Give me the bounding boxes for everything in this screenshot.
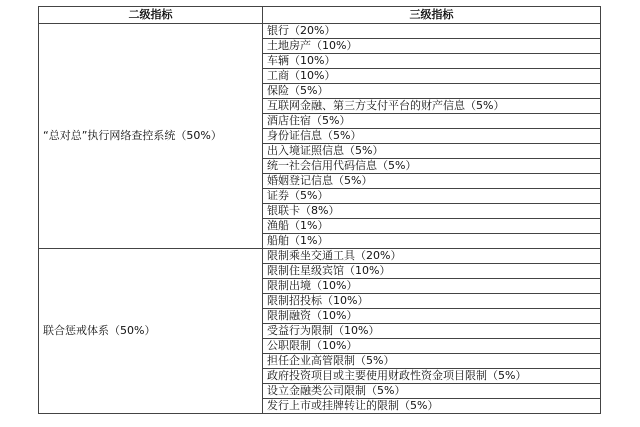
level3-indicator-cell: 工商（10%） <box>263 69 601 84</box>
header-level3: 三级指标 <box>263 7 601 24</box>
table-row <box>39 24 601 39</box>
level3-indicator-cell: 银联卡（8%） <box>263 204 601 219</box>
level3-indicator-cell: 身份证信息（5%） <box>263 129 601 144</box>
level3-indicator-cell: 土地房产（10%） <box>263 39 601 54</box>
level3-indicator-cell: 担任企业高管限制（5%） <box>263 354 601 369</box>
level3-indicator-cell: 设立金融类公司限制（5%） <box>263 384 601 399</box>
table-row <box>39 249 601 264</box>
level3-indicator-cell: 限制招投标（10%） <box>263 294 601 309</box>
level3-indicator-cell: 限制乘坐交通工具（20%） <box>263 249 601 264</box>
level2-indicator-cell: 联合惩戒体系（50%） <box>39 249 263 414</box>
level3-indicator-cell: 限制出境（10%） <box>263 279 601 294</box>
level3-indicator-cell: 受益行为限制（10%） <box>263 324 601 339</box>
level3-indicator-cell: 银行（20%） <box>263 24 601 39</box>
header-level2: 二级指标 <box>39 7 263 24</box>
level3-indicator-cell: 证券（5%） <box>263 189 601 204</box>
level2-indicator-cell: “总对总”执行网络查控系统（50%） <box>39 24 263 249</box>
level3-indicator-cell: 酒店住宿（5%） <box>263 114 601 129</box>
level3-indicator-cell: 出入境证照信息（5%） <box>263 144 601 159</box>
level3-indicator-cell: 限制住星级宾馆（10%） <box>263 264 601 279</box>
level3-indicator-cell: 统一社会信用代码信息（5%） <box>263 159 601 174</box>
level3-indicator-cell: 船舶（1%） <box>263 234 601 249</box>
level3-indicator-cell: 婚姻登记信息（5%） <box>263 174 601 189</box>
level3-indicator-cell: 车辆（10%） <box>263 54 601 69</box>
level3-indicator-cell: 渔船（1%） <box>263 219 601 234</box>
level3-indicator-cell: 发行上市或挂牌转让的限制（5%） <box>263 399 601 414</box>
level3-indicator-cell: 互联网金融、第三方支付平台的财产信息（5%） <box>263 99 601 114</box>
level3-indicator-cell: 政府投资项目或主要使用财政性资金项目限制（5%） <box>263 369 601 384</box>
level3-indicator-cell: 限制融资（10%） <box>263 309 601 324</box>
level3-indicator-cell: 保险（5%） <box>263 84 601 99</box>
table-body <box>39 24 601 414</box>
indicator-table <box>38 6 601 414</box>
table-header-row <box>39 7 601 24</box>
level3-indicator-cell: 公职限制（10%） <box>263 339 601 354</box>
